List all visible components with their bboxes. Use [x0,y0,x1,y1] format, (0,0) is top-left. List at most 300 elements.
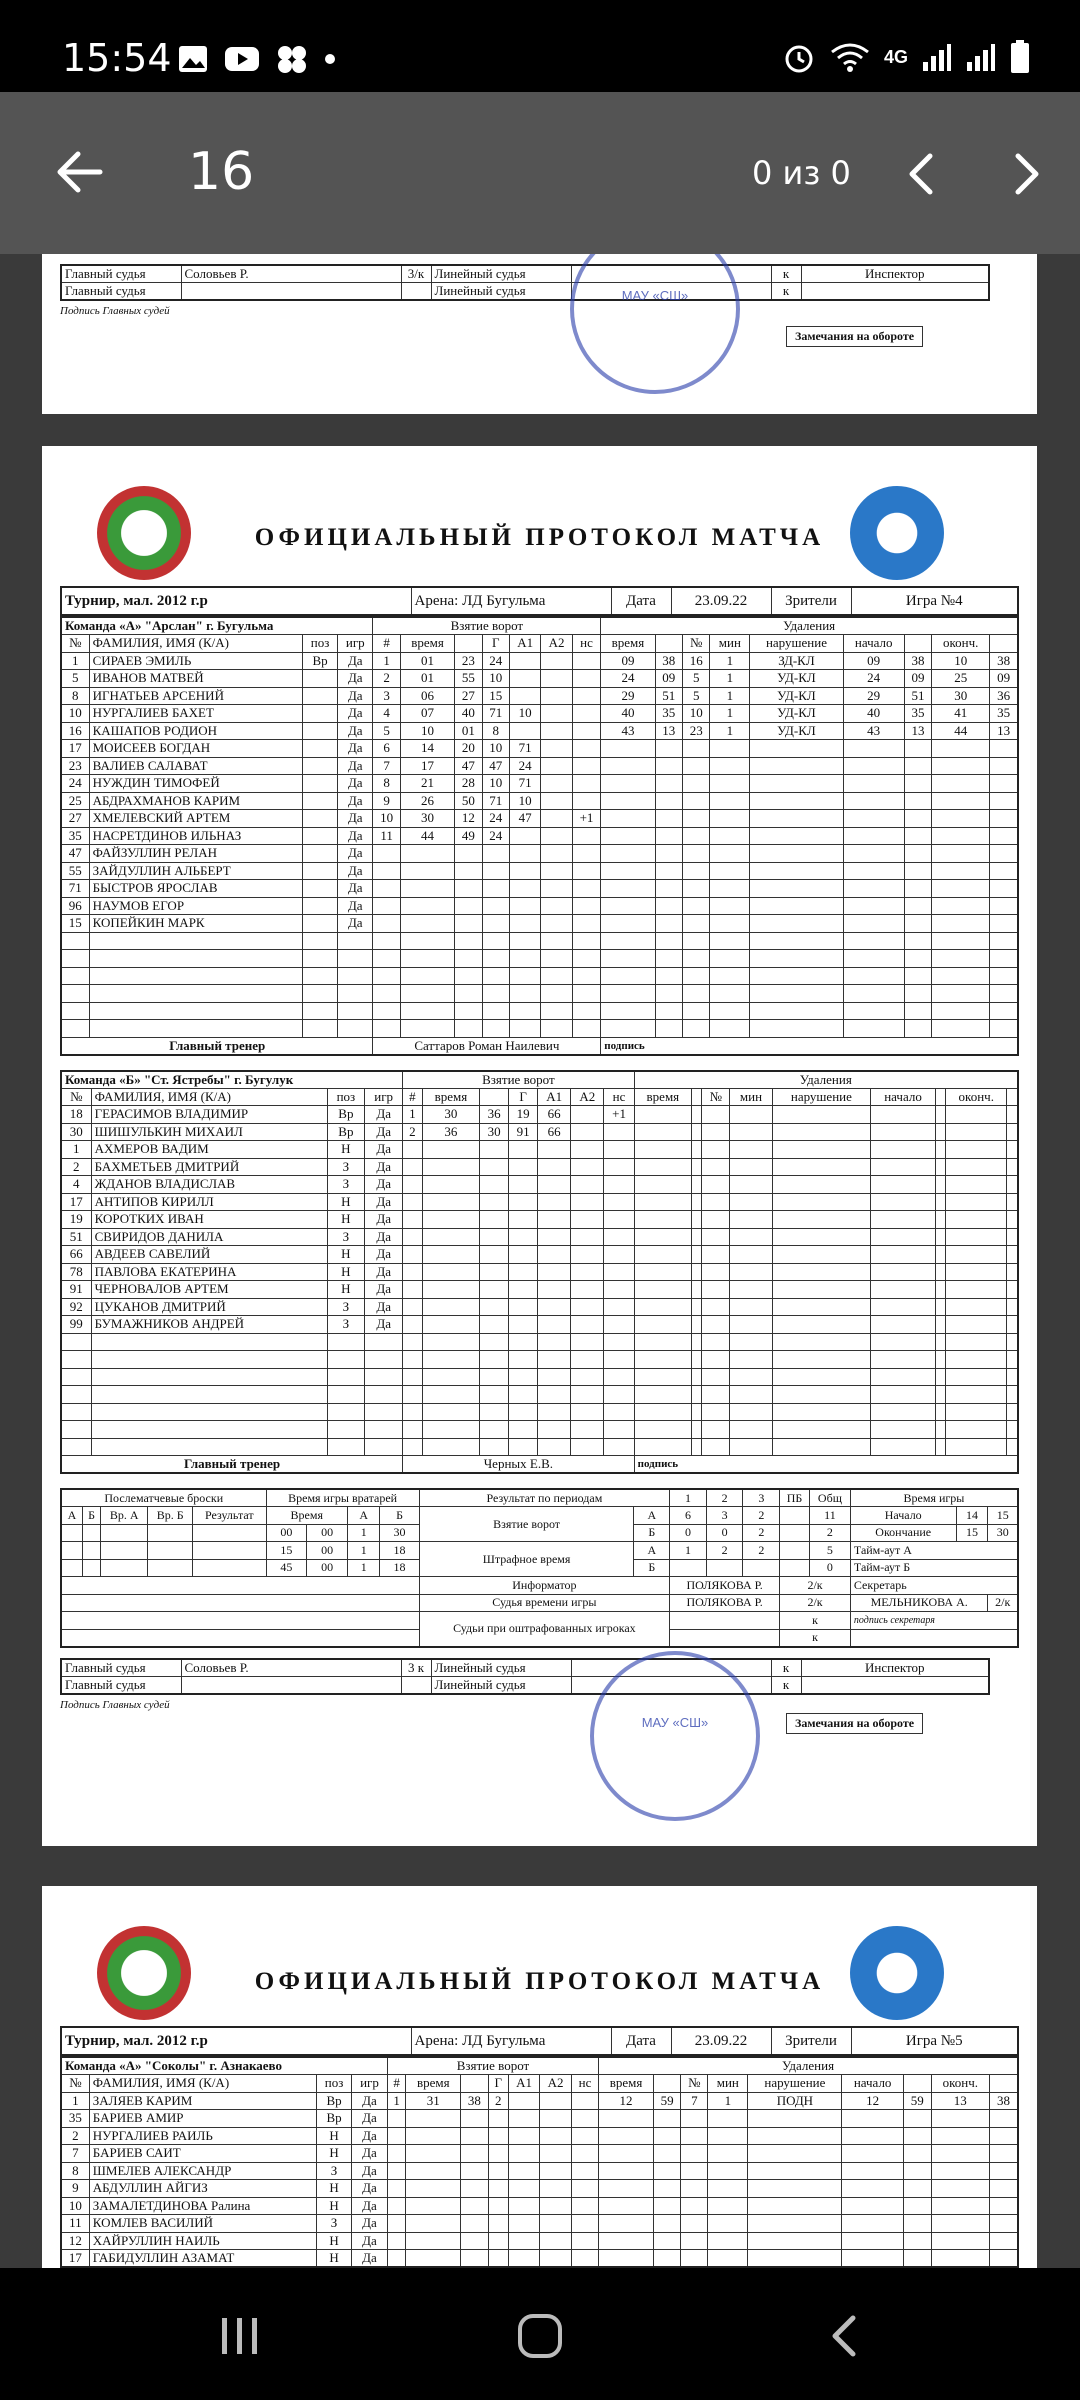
table-cell [683,1002,710,1020]
table-cell: 36 [990,687,1018,705]
table-cell: 10 [482,740,509,758]
table-cell: 35 [655,705,682,723]
next-result-button[interactable] [1004,152,1048,196]
column-header [1007,1088,1018,1106]
table-cell [946,1176,1007,1194]
table-cell: 7 [373,757,400,775]
table-cell: КОМЛЕВ ВАСИЛИЙ [89,2215,316,2233]
table-cell [365,1333,403,1351]
table-cell [750,985,843,1003]
table-cell [935,1193,945,1211]
table-cell [509,1316,538,1334]
table-row [61,2092,1018,2110]
back-arrow-icon[interactable] [50,142,110,202]
table-cell [538,1228,571,1246]
table-cell [750,810,843,828]
table-cell [508,2162,540,2180]
column-header: ФАМИЛИЯ, ИМЯ (К/А) [89,2075,316,2093]
table-cell [634,1193,691,1211]
table-cell: Н [316,2180,351,2198]
table-cell [634,1106,691,1124]
column-header: № [702,1088,730,1106]
table-cell [541,775,572,793]
table-cell [932,775,990,793]
table-cell [750,897,843,915]
table-cell [365,1421,403,1439]
table-cell: Вр [316,2092,351,2110]
table-cell [904,1020,931,1038]
table-row [61,2027,1018,2055]
table-cell: Да [352,2197,388,2215]
table-cell [509,1438,538,1456]
dot-icon [324,53,336,65]
table-cell [990,2197,1018,2215]
table-cell [692,1421,702,1439]
table-row [61,283,989,301]
table-cell: 27 [455,687,482,705]
table-cell [303,1002,338,1020]
table-cell: 00 [307,1524,348,1542]
table-cell: ШМЕЛЕВ АЛЕКСАНДР [89,2162,316,2180]
table-cell [946,1141,1007,1159]
table-cell [572,862,601,880]
table-cell [91,1368,327,1386]
table-cell [303,670,338,688]
table-cell [932,897,990,915]
table-cell [710,810,750,828]
table-cell [706,1559,743,1577]
table-cell [303,897,338,915]
table-row [61,2215,1018,2233]
table-cell [772,1123,871,1141]
team-b-label: Команда «Б» "Ст. Ястребы" г. Бугулук [61,1071,403,1089]
table-cell: 10 [509,705,540,723]
table-row [61,617,1018,635]
table-cell [990,2145,1018,2163]
table-cell: 1 [61,652,89,670]
table-cell: Да [338,722,373,740]
column-header [935,1088,945,1106]
table-cell [692,1368,702,1386]
team-a-label: Команда «А» "Соколы" г. Азнакаево [61,2057,387,2075]
table-cell: 17 [61,2250,89,2268]
table-cell [750,792,843,810]
table-cell [488,2127,508,2145]
table-cell: 66 [538,1123,571,1141]
column-header: А1 [509,635,540,653]
table-cell [634,1211,691,1229]
table-cell [871,1246,936,1264]
table-cell [931,2215,990,2233]
table-cell [601,810,655,828]
table-cell [932,810,990,828]
table-cell [455,1002,482,1020]
table-cell [406,2145,461,2163]
table-cell [572,687,601,705]
table-cell: ВАЛИЕВ САЛАВАТ [89,757,302,775]
table-cell [403,1316,423,1334]
navigation-bar [0,2268,1080,2400]
table-cell: ЗД-КЛ [750,652,843,670]
table-cell [400,1002,454,1020]
team-a-table [60,2056,1019,2268]
table-cell: Да [338,687,373,705]
table-cell: ПОЛЯКОВА Р. [670,1577,780,1595]
table-cell [871,1368,936,1386]
table-cell [571,2127,598,2145]
table-cell: Главный судья [61,1676,181,1694]
table-cell [730,1281,772,1299]
table-cell: Н [327,1141,365,1159]
table-cell: 38 [655,652,682,670]
table-row [61,1316,1018,1334]
table-cell: 2/к [780,1594,851,1612]
table-cell [692,1246,702,1264]
table-cell [935,1141,945,1159]
table-cell [871,1403,936,1421]
table-cell [743,1559,780,1577]
table-cell [904,757,931,775]
table-cell [540,2197,572,2215]
table-cell: 35 [61,2110,89,2128]
table-cell: 55 [455,670,482,688]
table-cell [480,1351,509,1369]
table-cell [455,1020,482,1038]
table-cell: 51 [61,1228,91,1246]
period-col: Общ [809,1489,850,1507]
previous-result-button[interactable] [900,152,944,196]
table-cell: 14 [956,1507,988,1525]
table-cell [509,1368,538,1386]
table-cell [509,1176,538,1194]
table-cell [692,1263,702,1281]
table-row: 00 00 1 30 Б 0 0 2 2 Окончание 15 30 [61,1524,1018,1542]
table-cell: 23 [61,757,89,775]
table-cell [601,757,655,775]
table-cell [604,1421,634,1439]
table-cell [455,967,482,985]
column-header: мин [730,1088,772,1106]
table-cell [702,1438,730,1456]
table-cell [61,1438,91,1456]
wifi-icon [830,42,870,72]
table-cell [422,1403,479,1421]
table-cell [692,1158,702,1176]
table-cell [509,950,540,968]
table-cell [488,2145,508,2163]
table-row [61,985,1018,1003]
table-cell [400,985,454,1003]
tournament: Турнир, мал. 2012 г.р [61,2027,411,2055]
table-cell [730,1298,772,1316]
table-cell: 11 [61,2215,89,2233]
table-cell [904,775,931,793]
table-cell: 30 [422,1106,479,1124]
table-cell: 2 [373,670,400,688]
table-cell [572,1020,601,1038]
table-cell [571,1123,604,1141]
table-cell: Информатор [419,1577,669,1595]
table-cell [538,1176,571,1194]
table-cell: Да [352,2180,388,2198]
table-row [61,2110,1018,2128]
table-cell: Главный судья [61,283,181,301]
table-cell: Тайм-аут А [850,1542,1018,1560]
table-cell [400,932,454,950]
table-row [61,1158,1018,1176]
table-cell [387,2215,406,2233]
table-cell [599,2145,654,2163]
table-cell [572,880,601,898]
table-cell: 47 [482,757,509,775]
penalties-header: Удаления [599,2057,1018,2075]
table-cell [461,2110,489,2128]
table-cell [871,1263,936,1281]
table-cell: 14 [400,740,454,758]
table-cell: 1 [670,1542,707,1560]
table-cell [634,1228,691,1246]
table-cell: НУЖДИН ТИМОФЕЙ [89,775,302,793]
table-cell [655,897,682,915]
table-cell: НАУМОВ ЕГОР [89,897,302,915]
table-cell [604,1298,634,1316]
table-cell [843,775,904,793]
table-cell [702,1421,730,1439]
table-cell: Вр. Б [148,1507,193,1525]
table-cell [509,880,540,898]
table-cell: Да [352,2215,388,2233]
table-cell [599,2197,654,2215]
table-cell [946,1368,1007,1386]
table-cell: Да [365,1298,403,1316]
table-cell: ШИШУЛЬКИН МИХАИЛ [91,1123,327,1141]
table-cell [681,2232,708,2250]
table-cell [538,1263,571,1281]
table-cell [571,1368,604,1386]
table-cell [538,1316,571,1334]
table-cell: 36 [480,1106,509,1124]
table-cell [422,1281,479,1299]
table-cell [692,1333,702,1351]
table-cell [571,1263,604,1281]
table-cell [692,1386,702,1404]
spectators: Зрители [771,587,851,615]
table-cell [455,932,482,950]
table-cell [571,1281,604,1299]
table-cell: 24 [482,827,509,845]
table-cell [365,1386,403,1404]
table-cell [653,2180,681,2198]
table-cell [653,2232,681,2250]
table-cell: 1 [348,1542,380,1560]
table-cell: З [327,1158,365,1176]
table-row [61,810,1018,828]
table-cell: Линейный судья [431,1659,571,1677]
table-cell [1007,1246,1018,1264]
table-cell [655,1002,682,1020]
table-row [61,792,1018,810]
table-cell: 30 [480,1123,509,1141]
table-cell [403,1351,423,1369]
table-cell [730,1263,772,1281]
table-cell [772,1281,871,1299]
table-cell: 1 [710,687,750,705]
table-cell [538,1141,571,1159]
table-cell [772,1403,871,1421]
table-cell [772,1421,871,1439]
back-icon[interactable] [815,2306,875,2366]
table-cell [601,880,655,898]
table-cell: 24 [843,670,904,688]
table-cell [935,1438,945,1456]
column-header: № [61,1088,91,1106]
table-row [61,2162,1018,2180]
table-cell [387,2162,406,2180]
table-cell: ПАВЛОВА ЕКАТЕРИНА [91,1263,327,1281]
table-cell [931,2197,990,2215]
table-cell [946,1281,1007,1299]
table-cell [400,967,454,985]
table-cell [488,2215,508,2233]
table-cell [303,827,338,845]
table-cell [455,845,482,863]
table-cell [400,862,454,880]
page-number[interactable]: 16 [188,142,255,202]
table-cell [540,2180,572,2198]
table-cell [843,740,904,758]
column-header: Г [482,635,509,653]
table-cell: Б [380,1507,419,1525]
table-cell [538,1403,571,1421]
table-cell: 11 [809,1507,850,1525]
table-cell [461,2180,489,2198]
table-cell: 2 [403,1123,423,1141]
table-cell [509,1421,538,1439]
table-cell: 44 [400,827,454,845]
table-cell: 35 [904,705,931,723]
page-fragment-previous [42,254,1037,414]
table-cell: 16 [683,652,710,670]
table-cell [571,1246,604,1264]
table-row [61,1659,989,1677]
table-cell [461,2162,489,2180]
column-header: А2 [541,635,572,653]
table-cell: МОИСЕЕВ БОГДАН [89,740,302,758]
table-cell [932,932,990,950]
table-cell [480,1298,509,1316]
match-info-table [60,586,1019,616]
table-cell [692,1141,702,1159]
table-cell: 59 [653,2092,681,2110]
table-cell [509,1298,538,1316]
column-header [455,635,482,653]
table-cell: 50 [455,792,482,810]
table-cell [730,1333,772,1351]
table-cell [772,1263,871,1281]
table-cell: БАРИЕВ АМИР [89,2110,316,2128]
table-cell [843,792,904,810]
table-cell [748,2145,842,2163]
table-cell [482,1002,509,1020]
table-cell: Вр [303,652,338,670]
table-row [61,862,1018,880]
table-row [61,1211,1018,1229]
table-cell: 1 [710,722,750,740]
table-cell [692,1316,702,1334]
table-cell [406,2180,461,2198]
table-cell [327,1351,365,1369]
table-cell [750,757,843,775]
column-header: мин [708,2075,748,2093]
table-cell: Да [352,2145,388,2163]
table-cell: 36 [422,1123,479,1141]
table-cell: Да [365,1211,403,1229]
table-cell [541,810,572,828]
table-cell [702,1368,730,1386]
table-row [61,1176,1018,1194]
table-cell [338,950,373,968]
table-cell: Да [338,740,373,758]
table-cell [400,880,454,898]
table-cell [538,1438,571,1456]
table-row [61,2232,1018,2250]
table-cell: Да [365,1141,403,1159]
table-cell: к [780,1629,851,1647]
table-cell [634,1141,691,1159]
table-cell [601,897,655,915]
table-cell [748,2197,842,2215]
table-row [61,1456,1018,1474]
document-viewer[interactable] [0,254,1080,2268]
table-cell [653,2127,681,2145]
table-cell [702,1176,730,1194]
table-row [61,1368,1018,1386]
table-cell [702,1246,730,1264]
table-cell: 15 [988,1507,1018,1525]
stamp: МАУ «СШ» [570,254,740,394]
table-cell: Да [365,1316,403,1334]
table-cell: З [316,2215,351,2233]
table-cell [387,2145,406,2163]
arena: Арена: ЛД Бугульма [411,2027,611,2055]
table-cell [403,1438,423,1456]
table-cell [842,2232,904,2250]
table-cell: 18 [380,1559,419,1577]
table-cell: Н [327,1193,365,1211]
table-cell [482,950,509,968]
table-cell [488,2250,508,2268]
table-cell: 40 [843,705,904,723]
table-cell [932,1002,990,1020]
match-info-table [60,2026,1019,2056]
table-cell [480,1193,509,1211]
table-cell [303,1020,338,1038]
column-header: поз [303,635,338,653]
table-cell: 30 [380,1524,419,1542]
table-cell [946,1246,1007,1264]
document-title: ОФИЦИАЛЬНЫЙ ПРОТОКОЛ МАТЧА [254,524,825,551]
table-cell [541,897,572,915]
table-cell [387,2250,406,2268]
table-cell [572,705,601,723]
table-cell: 19 [61,1211,91,1229]
recents-icon[interactable] [210,2306,270,2366]
home-icon[interactable] [510,2306,570,2366]
table-cell: к [780,1612,851,1630]
table-cell [480,1403,509,1421]
table-cell: 59 [903,2092,931,2110]
table-row [61,897,1018,915]
